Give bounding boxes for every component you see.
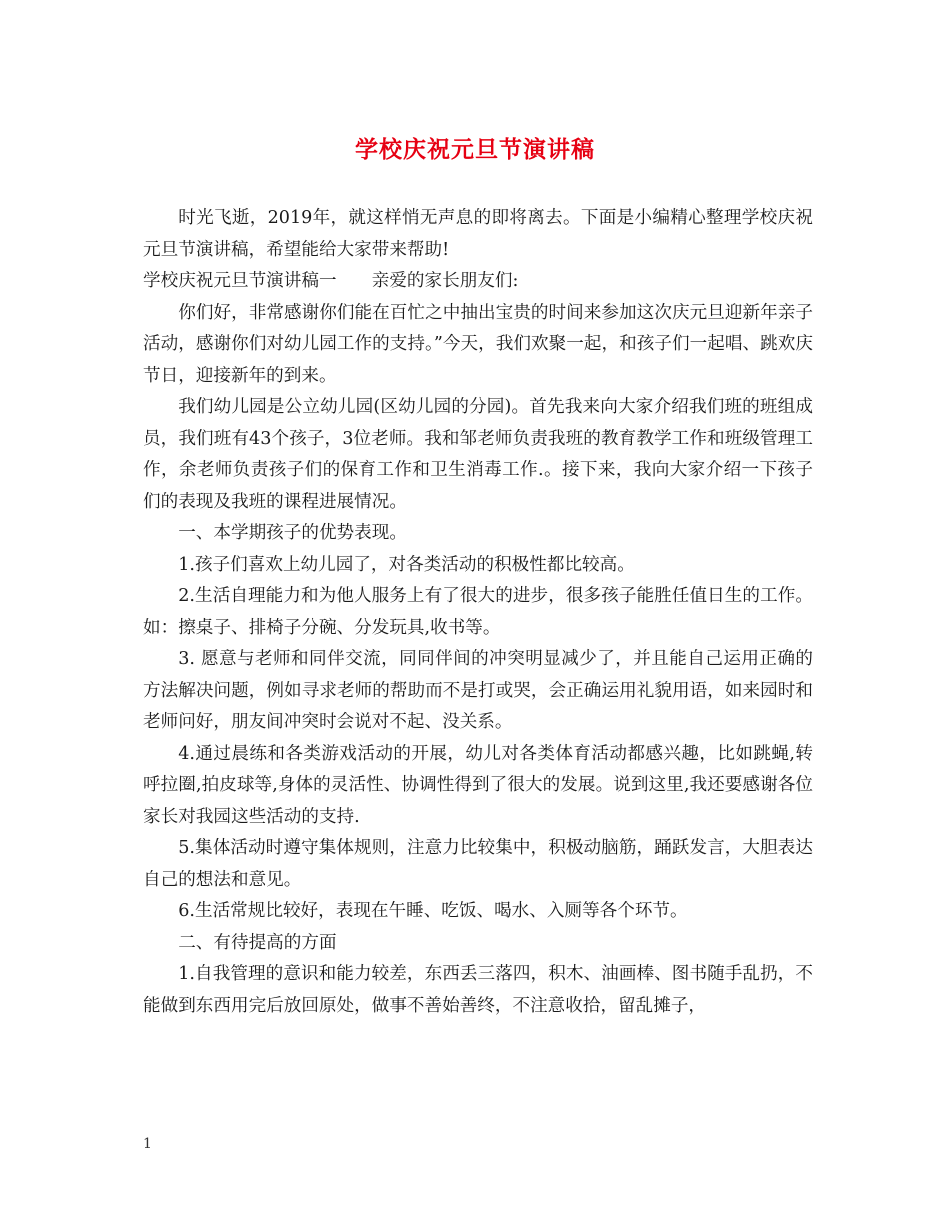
paragraph: 学校庆祝元旦节演讲稿一 亲爱的家长朋友们: bbox=[143, 271, 519, 291]
paragraph: 3. 愿意与老师和同伴交流，同同伴间的冲突明显减少了，并且能自己运用正确的方法解决问题，例如寻求老师的帮助而不是打或哭，会正确运用礼貌用语，如来园时和老师问好，朋友间冲突时会说对不起、没关系。 bbox=[143, 649, 813, 732]
paragraph: 时光飞逝，2019年，就这样悄无声息的即将离去。下面是小编精心整理学校庆祝元旦节演讲稿，希望能给大家带来帮助! bbox=[143, 208, 813, 260]
paragraph: 6.生活常规比较好，表现在午睡、吃饭、喝水、入厕等各个环节。 bbox=[178, 901, 688, 921]
paragraph: 1.自我管理的意识和能力较差，东西丢三落四，积木、油画棒、图书随手乱扔，不能做到东西用完后放回原处，做事不善始善终，不注意收拾，留乱摊子， bbox=[143, 964, 813, 1016]
paragraph: 二、有待提高的方面 bbox=[178, 932, 337, 953]
document-body bbox=[143, 203, 813, 1022]
paragraph: 4.通过晨练和各类游戏活动的开展，幼儿对各类体育活动都感兴趣，比如跳蝇,转呼拉圈,拍皮球等,身体的灵活性、协调性得到了很大的发展。说到这里,我还要感谢各位家长对我园这些活动的支持. bbox=[143, 743, 813, 827]
paragraph: 1.孩子们喜欢上幼儿园了，对各类活动的积极性都比较高。 bbox=[178, 554, 635, 575]
page-number: 1 bbox=[143, 1136, 152, 1152]
paragraph: 一、本学期孩子的优势表现。 bbox=[178, 523, 407, 543]
document-title: 学校庆祝元旦节演讲稿 bbox=[355, 136, 595, 163]
paragraph: 5.集体活动时遵守集体规则，注意力比较集中，积极动脑筋，踊跃发言，大胆表达自己的想法和意见。 bbox=[143, 838, 813, 890]
paragraph: 2.生活自理能力和为他人服务上有了很大的进步，很多孩子能胜任值日生的工作。如：擦桌子、排椅子分碗、分发玩具,收书等。 bbox=[143, 586, 813, 638]
paragraph: 你们好，非常感谢你们能在百忙之中抽出宝贵的时间来参加这次庆元旦迎新年亲子活动，感谢你们对幼儿园工作的支持。”今天，我们欢聚一起，和孩子们一起唱、跳欢庆节日，迎接新年的到来。 bbox=[143, 302, 813, 386]
paragraph: 我们幼儿园是公立幼儿园(区幼儿园的分园)。首先我来向大家介绍我们班的班组成员，我们班有43个孩子，3位老师。我和邹老师负责我班的教育教学工作和班级管理工作，余老师负责孩子们的保育工作和卫生消毒工作.。接下来，我向大家介绍一下孩子们的表现及我班的课程进展情况。 bbox=[143, 397, 813, 512]
